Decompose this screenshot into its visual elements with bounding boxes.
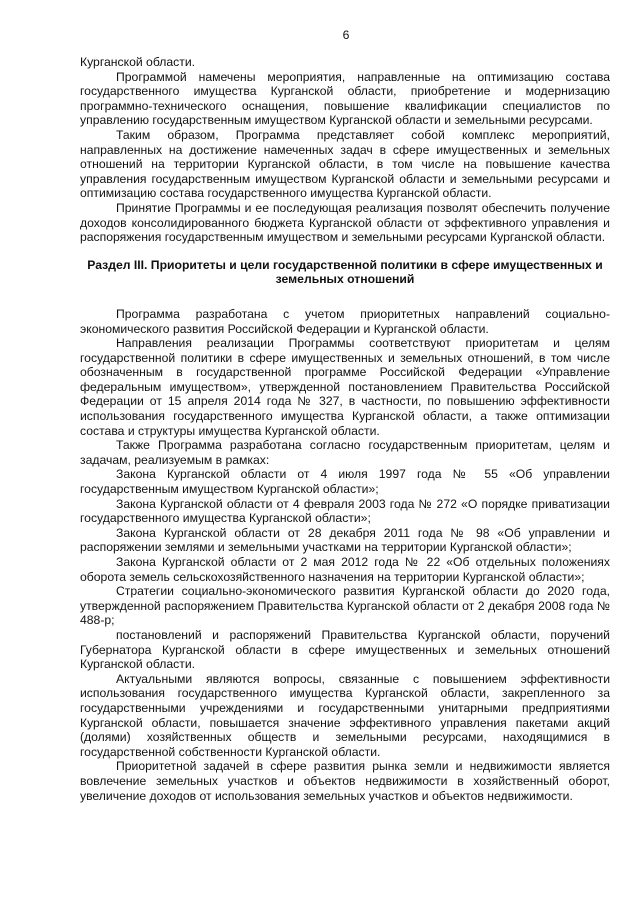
paragraph: Программа разработана с учетом приоритетных направлений социально-экономического развития Российской Федерации и Курганской области. — [80, 306, 610, 336]
paragraph: Приоритетной задачей в сфере развития рынка земли и недвижимости является вовлечение земельных участков и объектов недвижимости в хозяйственный оборот, увеличение доходов от использования земельных участков и объектов недвижимости. — [80, 759, 610, 803]
paragraph: Закона Курганской области от 4 июля 1997 года № 55 «Об управлении государственным имуществом Курганской области»; — [80, 467, 610, 497]
section-heading: Раздел III. Приоритеты и цели государственной политики в сфере имущественных и земельных отношений — [87, 257, 603, 287]
paragraph: Закона Курганской области от 2 мая 2012 года № 22 «Об отдельных положениях оборота земель сельскохозяйственного назначения на территории Курганской области»; — [80, 555, 610, 584]
paragraph: Курганской области. — [80, 55, 196, 69]
paragraph: Актуальными являются вопросы, связанные с повышением эффективности использования государственного имущества Курганской области, закрепленного за государственными учреждениями и государственными унитарными предприятиями Курганской области, повышается значение эффективного управления пакетами акций (долями) хозяйственных обществ и земельными ресурсами, находящимися в государственной собственности Курганской области. — [80, 671, 610, 759]
paragraph: Стратегии социально-экономического развития Курганской области до 2020 года, утвержденной распоряжением Правительства Курганской области от 2 декабря 2008 года № 488-р; — [80, 584, 610, 628]
paragraph: Направления реализации Программы соответствуют приоритетам и целям государственной политики в сфере имущественных и земельных отношений, в том числе обозначенным в государственной программе Российской Федерации «Управление федеральным имуществом», утвержденной постановлением Правительства Российской Федерации от 15 апреля 2014 года № 327, в частности, по повышению эффективности использования государственного имущества Курганской области, а также оптимизации состава и структуры имущества Курганской области. — [80, 336, 610, 438]
paragraph: Программой намечены мероприятия, направленные на оптимизацию состава государственного имущества Курганской области, приобретение и модернизацию программно-технического оснащения, повышение квалификации специалистов по управлению государственным имуществом Курганской области и земельными ресурсами. — [80, 69, 610, 128]
page-number: 6 — [342, 28, 350, 42]
paragraph: Таким образом, Программа представляет собой комплекс мероприятий, направленных на достижение намеченных задач в сфере имущественных и земельных отношений на территории Курганской области, в том числе на повышение качества управления государственным имуществом Курганской области и земельными ресурсами и оптимизацию состава государственного имущества Курганской области. — [80, 127, 610, 201]
body-text-before-heading — [80, 55, 610, 245]
paragraph: Закона Курганской области от 28 декабря 2011 года № 98 «Об управлении и распоряжении землями и земельными участками на территории Курганской области»; — [80, 525, 610, 555]
paragraph: Также Программа разработана согласно государственным приоритетам, целям и задачам, реализуемым в рамках: — [80, 438, 610, 467]
body-text-after-heading — [80, 307, 610, 803]
paragraph: Принятие Программы и ее последующая реализация позволят обеспечить получение доходов консолидированного бюджета Курганской области от эффективного управления и распоряжения государственным имуществом и земельными ресурсами Курганской области. — [80, 200, 610, 245]
paragraph: постановлений и распоряжений Правительства Курганской области, поручений Губернатора Курганской области в сфере имущественных и земельных отношений Курганской области. — [80, 627, 610, 672]
paragraph: Закона Курганской области от 4 февраля 2003 года № 272 «О порядке приватизации государственного имущества Курганской области»; — [80, 496, 610, 526]
